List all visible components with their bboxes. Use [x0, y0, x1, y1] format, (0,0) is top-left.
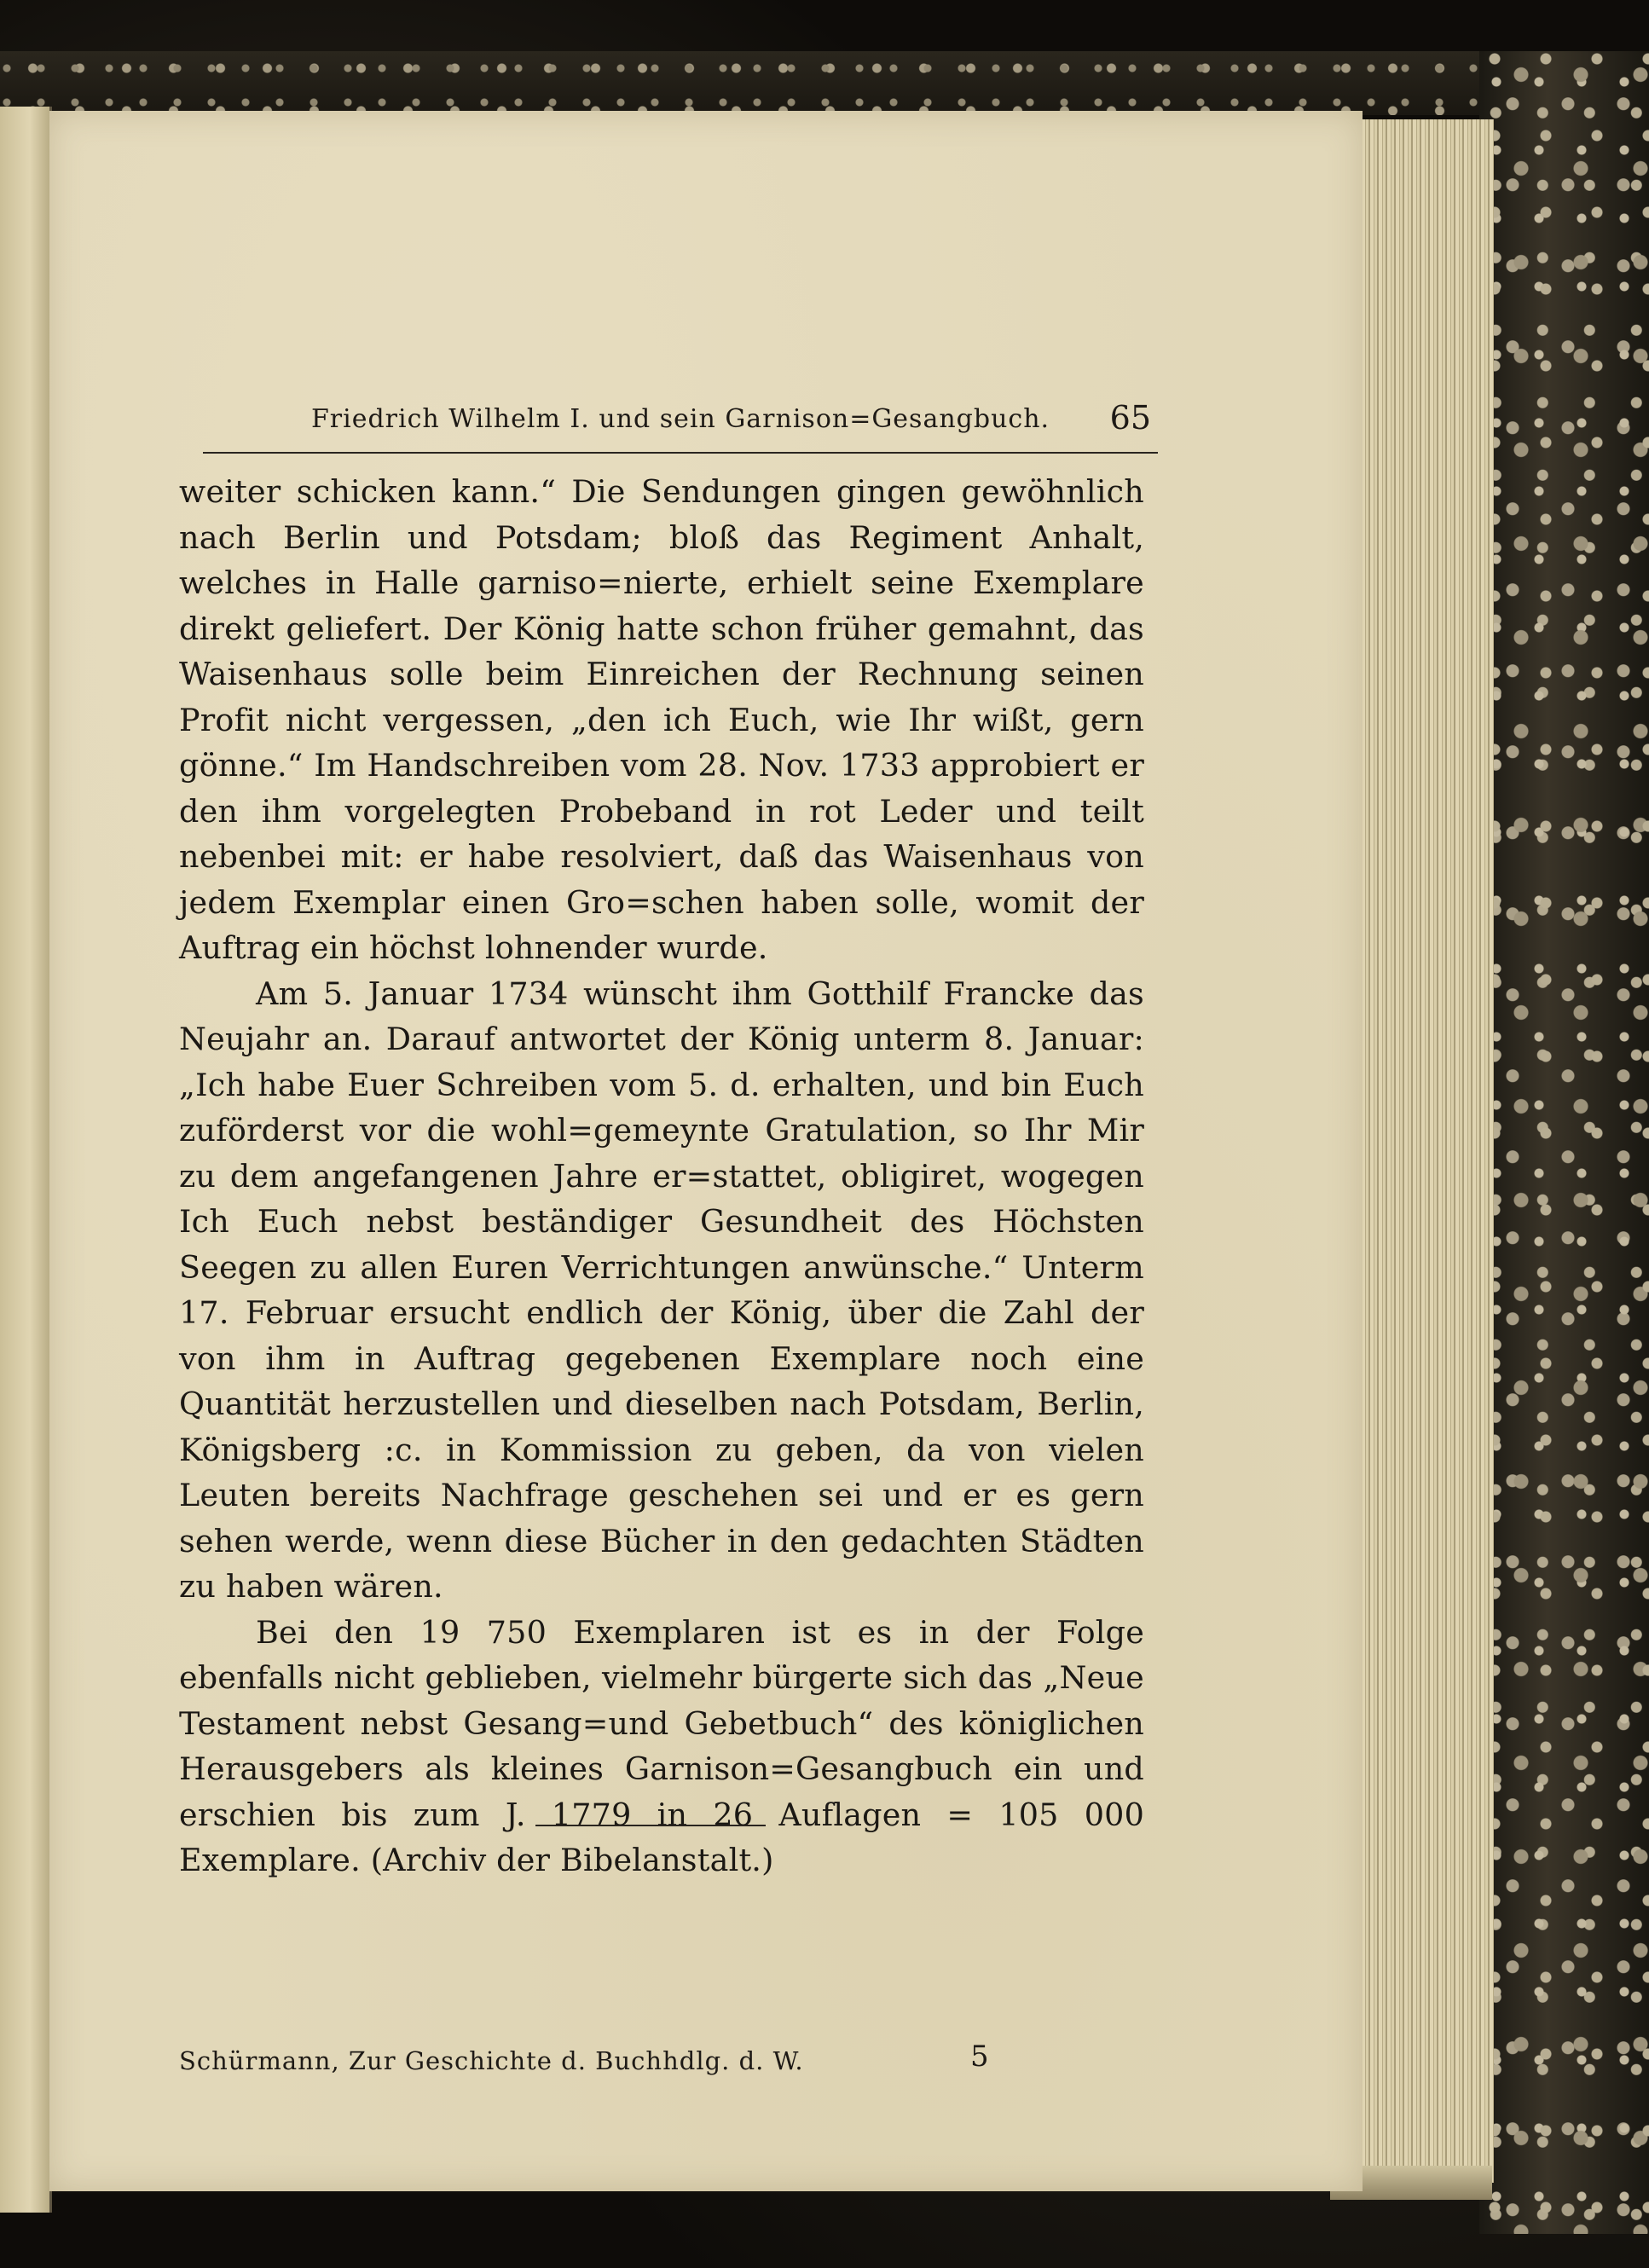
paragraph-3: Bei den 19 750 Exemplaren ist es in der Folge ebenfalls nicht geblieben, vielmehr bürgerte sich das „Neue Testament nebst Gesang=und Gebetbuch“ des königlichen Herausgebers als kleines Garnison=Gesangbuch ein und erschien bis zum J. 1779 in 26 Auflagen = 105 000 Exemplare. (Archiv der Bibelanstalt.) [179, 1613, 1144, 1878]
running-header [203, 401, 1158, 454]
book-page [49, 111, 1363, 2191]
footer-signature: Schürmann, Zur Geschichte d. Buchhdlg. d. W. [179, 2046, 804, 2075]
running-header-title: Friedrich Wilhelm I. und sein Garnison=Gesangbuch. [310, 404, 1050, 434]
paragraph-2: Am 5. Januar 1734 wünscht ihm Gotthilf Francke das Neujahr an. Darauf antwortet der König unterm 8. Januar: „Ich habe Euer Schreiben vom 5. d. erhalten, und bin Euch zuförderst vor die wohl=gemeynte Gratulation, so Ihr Mir zu dem angefangenen Jahre er=stattet, obligiret, wogegen Ich Euch nebst beständiger Gesundheit des Höchsten Seegen zu allen Euren Verrichtungen anwünsche.“ Unterm 17. Februar ersucht endlich der König, über die Zahl der von ihm in Auftrag gegebenen Exemplare noch eine Quantität herzustellen und dieselben nach Potsdam, Berlin, Königsberg :c. in Kommission zu geben, da von vielen Leuten bereits Nachfrage geschehen sei und er es gern sehen werde, wenn diese Bücher in den gedachten Städten zu haben wären. [179, 975, 1144, 1605]
book-cover-right [1479, 51, 1649, 2234]
paragraph-1: weiter schicken kann.“ Die Sendungen gingen gewöhnlich nach Berlin und Potsdam; bloß das Regiment Anhalt, welches in Halle garniso=nierte, erhielt seine Exemplare direkt geliefert. Der König hatte schon früher gemahnt, das Waisenhaus solle beim Einreichen der Rechnung seinen Profit nicht vergessen, „den ich Euch, wie Ihr wißt, gern gönne.“ Im Handschreiben vom 28. Nov. 1733 approbiert er den ihm vorgelegten Probeband in rot Leder und teilt nebenbei mit: er habe resolviert, daß das Waisenhaus von jedem Exemplar einen Gro=schen haben solle, womit der Auftrag ein höchst lohnender wurde. [179, 473, 1144, 966]
facing-page-edge [0, 107, 52, 2213]
book-cover-top [0, 51, 1501, 115]
page-number: 65 [1109, 399, 1151, 437]
sheet-number: 5 [970, 2039, 989, 2074]
section-separator-rule [535, 1825, 766, 1826]
page-edges-stack [1356, 119, 1494, 2183]
body-text [179, 469, 1144, 1883]
